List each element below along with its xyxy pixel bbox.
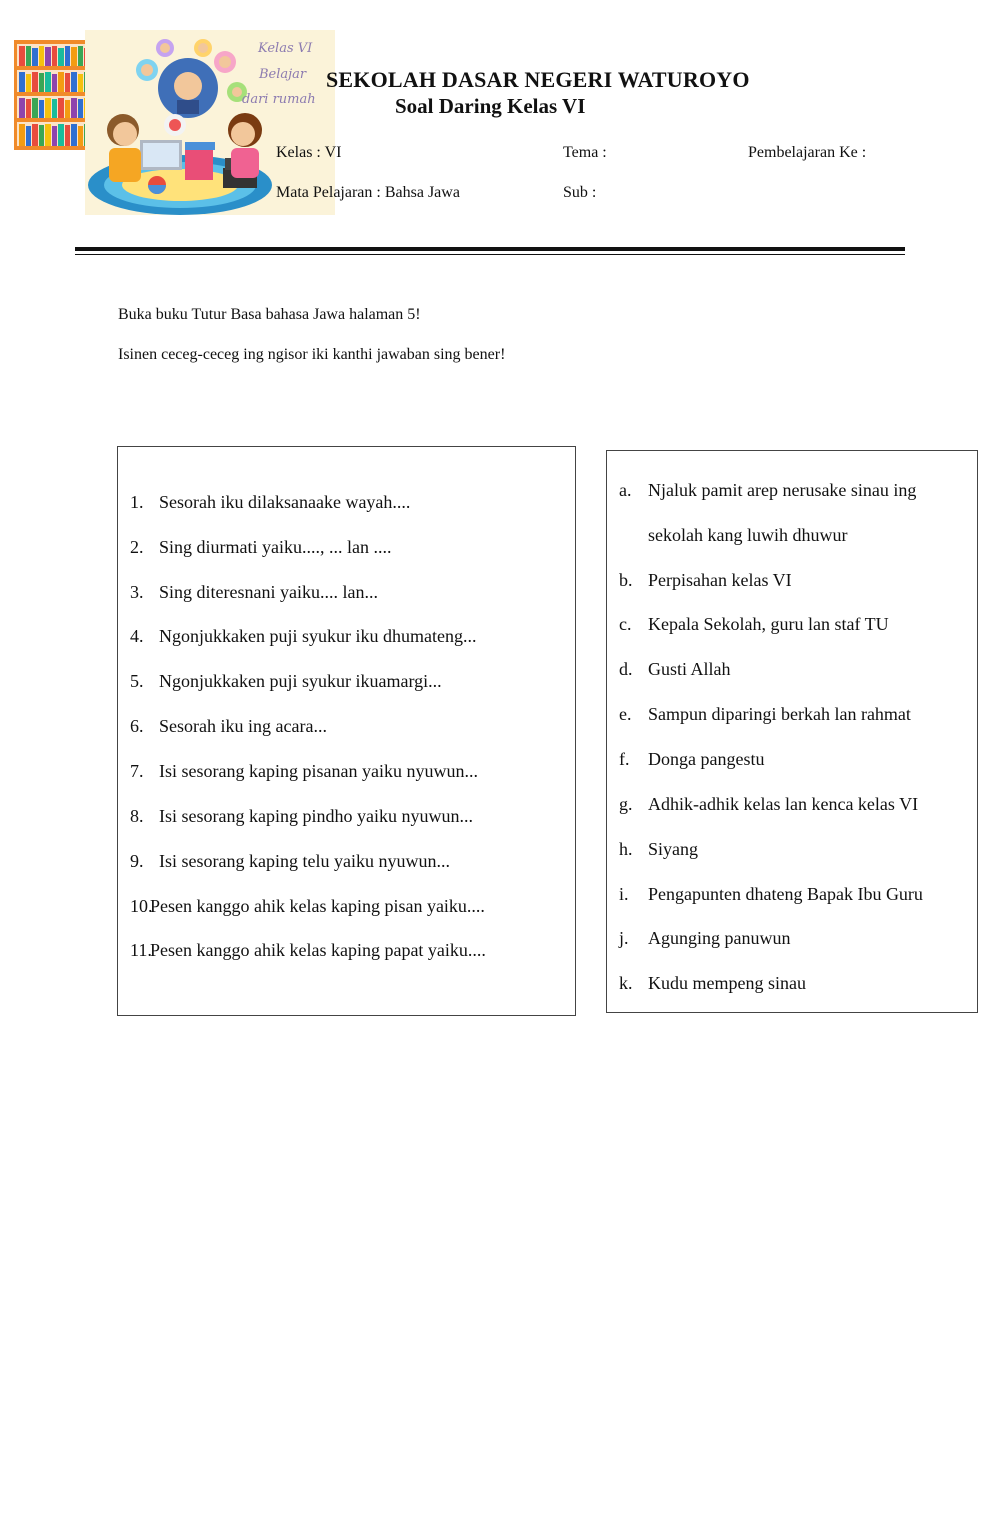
header-divider (75, 247, 905, 251)
answer-text: Kudu mempeng sinau (648, 973, 806, 993)
answer-letter: i. (619, 884, 629, 904)
question-text: Isi sesorang kaping telu yaiku nyuwun... (159, 851, 450, 871)
answer-text: Adhik-adhik kelas lan kenca kelas VI (648, 794, 919, 814)
answer-text: Kepala Sekolah, guru lan staf TU (648, 614, 889, 634)
question-number: 10. (130, 896, 153, 916)
logo-text-line1: Kelas VI (258, 41, 313, 56)
question-text: Pesen kanggo ahik kelas kaping pisan yaiku.... (150, 896, 485, 916)
answer-text: Pengapunten dhateng Bapak Ibu Guru (648, 884, 923, 904)
logo-text-line2: Belajar (259, 67, 307, 82)
answer-text: Perpisahan kelas VI (648, 570, 792, 590)
pembelajaran-field: Pembelajaran Ke : (748, 144, 867, 161)
answer-letter: b. (619, 570, 633, 590)
answer-letter: j. (619, 928, 629, 948)
question-number: 6. (130, 716, 144, 736)
answer-text: Donga pangestu (648, 749, 765, 769)
question-text: Isi sesorang kaping pisanan yaiku nyuwun... (159, 761, 478, 781)
question-text: Sesorah iku dilaksanaake wayah.... (159, 492, 411, 512)
tema-field: Tema : (563, 144, 607, 161)
answer-text: Njaluk pamit arep nerusake sinau ing (648, 480, 917, 500)
question-number: 7. (130, 761, 144, 781)
answer-letter: h. (619, 839, 633, 859)
question-number: 4. (130, 626, 144, 646)
question-number: 9. (130, 851, 144, 871)
answer-text: sekolah kang luwih dhuwur (648, 525, 848, 545)
answer-letter: f. (619, 749, 630, 769)
question-text: Sesorah iku ing acara... (159, 716, 327, 736)
instruction-line-1: Buka buku Tutur Basa bahasa Jawa halaman 5! (118, 306, 421, 323)
questions-box (117, 446, 576, 1016)
header-divider-thin (75, 254, 905, 255)
answers-box (606, 450, 978, 1013)
kelas-field: Kelas : VI (276, 144, 342, 161)
question-text: Ngonjukkaken puji syukur ikuamargi... (159, 671, 442, 691)
answer-text: Agunging panuwun (648, 928, 791, 948)
question-text: Isi sesorang kaping pindho yaiku nyuwun... (159, 806, 473, 826)
question-text: Ngonjukkaken puji syukur iku dhumateng... (159, 626, 477, 646)
sub-field: Sub : (563, 184, 597, 201)
school-name: SEKOLAH DASAR NEGERI WATUROYO (326, 67, 750, 92)
question-text: Sing diurmati yaiku...., ... lan .... (159, 537, 392, 557)
mapel-field: Mata Pelajaran : Bahsa Jawa (276, 184, 460, 201)
answer-letter: k. (619, 973, 633, 993)
answer-letter: a. (619, 480, 632, 500)
question-number: 1. (130, 492, 144, 512)
question-number: 5. (130, 671, 144, 691)
answer-letter: g. (619, 794, 633, 814)
question-number: 11. (130, 940, 152, 960)
answer-text: Sampun diparingi berkah lan rahmat (648, 704, 911, 724)
question-number: 8. (130, 806, 144, 826)
bookshelf-icon (14, 40, 94, 150)
answer-text: Siyang (648, 839, 699, 859)
answer-letter: d. (619, 659, 633, 679)
document-title: Soal Daring Kelas VI (395, 94, 586, 118)
question-number: 2. (130, 537, 144, 557)
instruction-line-2: Isinen ceceg-ceceg ing ngisor iki kanthi jawaban sing bener! (118, 346, 506, 363)
answer-text: Gusti Allah (648, 659, 731, 679)
question-number: 3. (130, 582, 144, 602)
question-text: Sing diteresnani yaiku.... lan... (159, 582, 378, 602)
question-text: Pesen kanggo ahik kelas kaping papat yaiku.... (150, 940, 486, 960)
answer-letter: c. (619, 614, 632, 634)
answer-letter: e. (619, 704, 632, 724)
logo-text-line3: dari rumah (242, 92, 316, 107)
